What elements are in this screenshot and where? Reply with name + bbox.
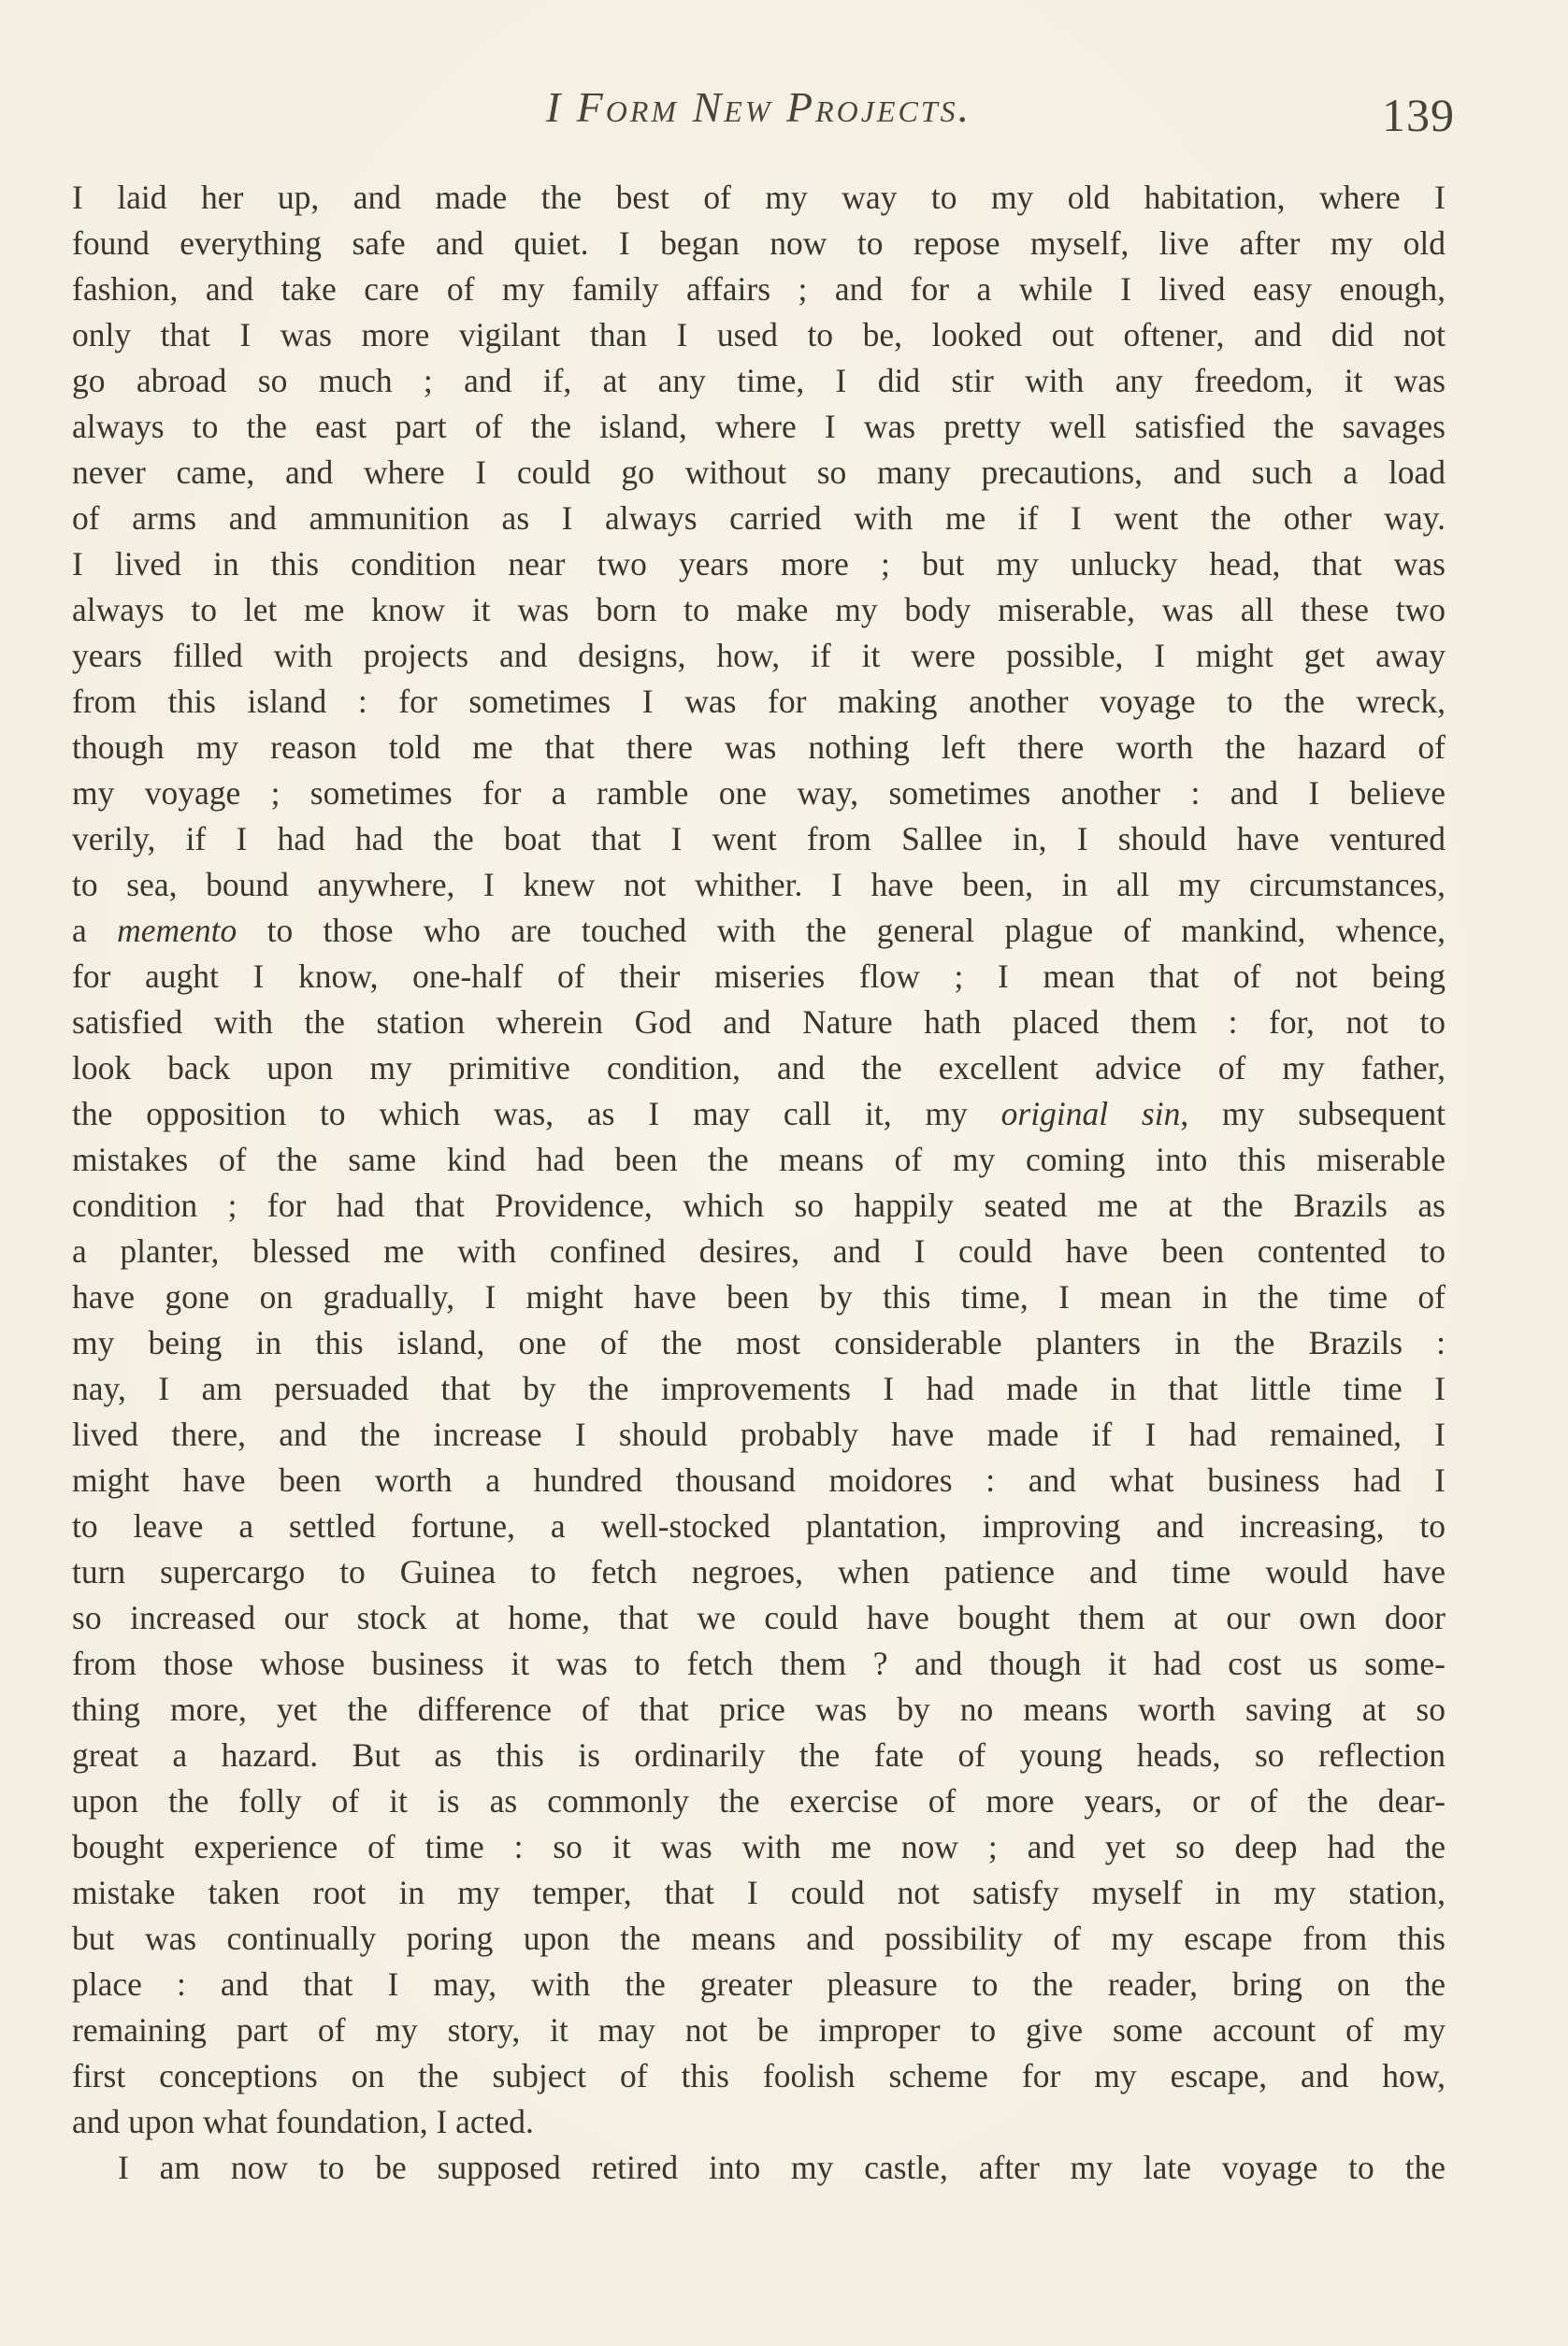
text-line: might have been worth a hundred thousand moidores : and what business had I (72, 1461, 1446, 1499)
page-number: 139 (1382, 89, 1455, 141)
text-segment: a (72, 912, 87, 949)
text-line: thing more, yet the difference of that price was by no means worth saving at so (72, 1691, 1446, 1728)
text-line: years filled with projects and designs, how, if it were possible, I might get away (72, 637, 1446, 674)
text-line: never came, and where I could go without so many precautions, and such a load (72, 453, 1446, 491)
text-line: upon the folly of it is as commonly the exercise of more years, or of the dear- (72, 1782, 1446, 1820)
text-line: of arms and ammunition as I always carried with me if I went the other way. (72, 499, 1446, 537)
text-line: go abroad so much ; and if, at any time, I did stir with any freedom, it was (72, 362, 1446, 399)
text-line: nay, I am persuaded that by the improvements I had made in that little time I (72, 1370, 1446, 1407)
text-line: first conceptions on the subject of this foolish scheme for my escape, and how, (72, 2057, 1446, 2094)
body-text (72, 175, 1446, 2191)
text-line: great a hazard. But as this is ordinarily the fate of young heads, so reflection (72, 1736, 1446, 1774)
text-line: always to the east part of the island, where I was pretty well satisfied the savages (72, 408, 1446, 445)
text-line (72, 1091, 1446, 1137)
text-line: lived there, and the increase I should probably have made if I had remained, I (72, 1416, 1446, 1453)
text-line: mistake taken root in my temper, that I could not satisfy myself in my station, (72, 1874, 1446, 1911)
text-line: always to let me know it was born to make my body miserable, was all these two (72, 591, 1446, 628)
text-line: condition ; for had that Providence, which so happily seated me at the Brazils as (72, 1187, 1446, 1224)
text-line (72, 908, 1446, 954)
italic-term: original sin (1000, 1095, 1181, 1132)
italic-term: memento (117, 912, 237, 949)
text-line: but was continually poring upon the means and possibility of my escape from this (72, 1920, 1446, 1957)
text-line: have gone on gradually, I might have been by this time, I mean in the time of (72, 1278, 1446, 1316)
text-line: though my reason told me that there was nothing left there worth the hazard of (72, 728, 1446, 766)
text-line: turn supercargo to Guinea to fetch negroes, when patience and time would have (72, 1553, 1446, 1590)
text-line: satisfied with the station wherein God and Nature hath placed them : for, not to (72, 1003, 1446, 1041)
text-line: place : and that I may, with the greater pleasure to the reader, bring on the (72, 1965, 1446, 2003)
text-line: I lived in this condition near two years more ; but my unlucky head, that was (72, 545, 1446, 583)
text-line: for aught I know, one-half of their miseries flow ; I mean that of not being (72, 957, 1446, 995)
text-line: to leave a settled fortune, a well-stocked plantation, improving and increasing, to (72, 1507, 1446, 1545)
text-line: mistakes of the same kind had been the means of my coming into this miserable (72, 1141, 1446, 1178)
text-line: fashion, and take care of my family affairs ; and for a while I lived easy enough, (72, 270, 1446, 308)
text-line: verily, if I had had the boat that I went from Sallee in, I should have ventured (72, 820, 1446, 857)
text-line: look back upon my primitive condition, and the excellent advice of my father, (72, 1049, 1446, 1087)
text-line: from this island : for sometimes I was for making another voyage to the wreck, (72, 683, 1446, 720)
text-line: only that I was more vigilant than I used to be, looked out oftener, and did not (72, 316, 1446, 353)
running-head (72, 75, 1455, 150)
text-line: and upon what foundation, I acted. (72, 2103, 534, 2140)
text-line: my voyage ; sometimes for a ramble one way, sometimes another : and I believe (72, 774, 1446, 812)
text-line: found everything safe and quiet. I began now to repose myself, live after my old (72, 224, 1446, 262)
text-line: I laid her up, and made the best of my way to my old habitation, where I (72, 179, 1446, 216)
text-segment: , my subsequent (1180, 1095, 1446, 1132)
text-segment: the opposition to which was, as I may call it, my (72, 1095, 968, 1132)
text-line: to sea, bound anywhere, I knew not whither. I have been, in all my circumstances, (72, 866, 1446, 903)
text-line: remaining part of my story, it may not be improper to give some account of my (72, 2011, 1446, 2049)
text-line: bought experience of time : so it was with me now ; and yet so deep had the (72, 1828, 1446, 1865)
text-line: my being in this island, one of the most considerable planters in the Brazils : (72, 1324, 1446, 1361)
paragraph-start-line: I am now to be supposed retired into my castle, after my late voyage to the (118, 2149, 1446, 2186)
text-line: so increased our stock at home, that we could have bought them at our own door (72, 1599, 1446, 1636)
text-segment: to those who are touched with the general plague of mankind, whence, (266, 912, 1446, 949)
text-line: a planter, blessed me with confined desires, and I could have been contented to (72, 1232, 1446, 1270)
running-title: I Form New Projects. (545, 83, 972, 131)
text-line: from those whose business it was to fetch them ? and though it had cost us some- (72, 1645, 1446, 1682)
